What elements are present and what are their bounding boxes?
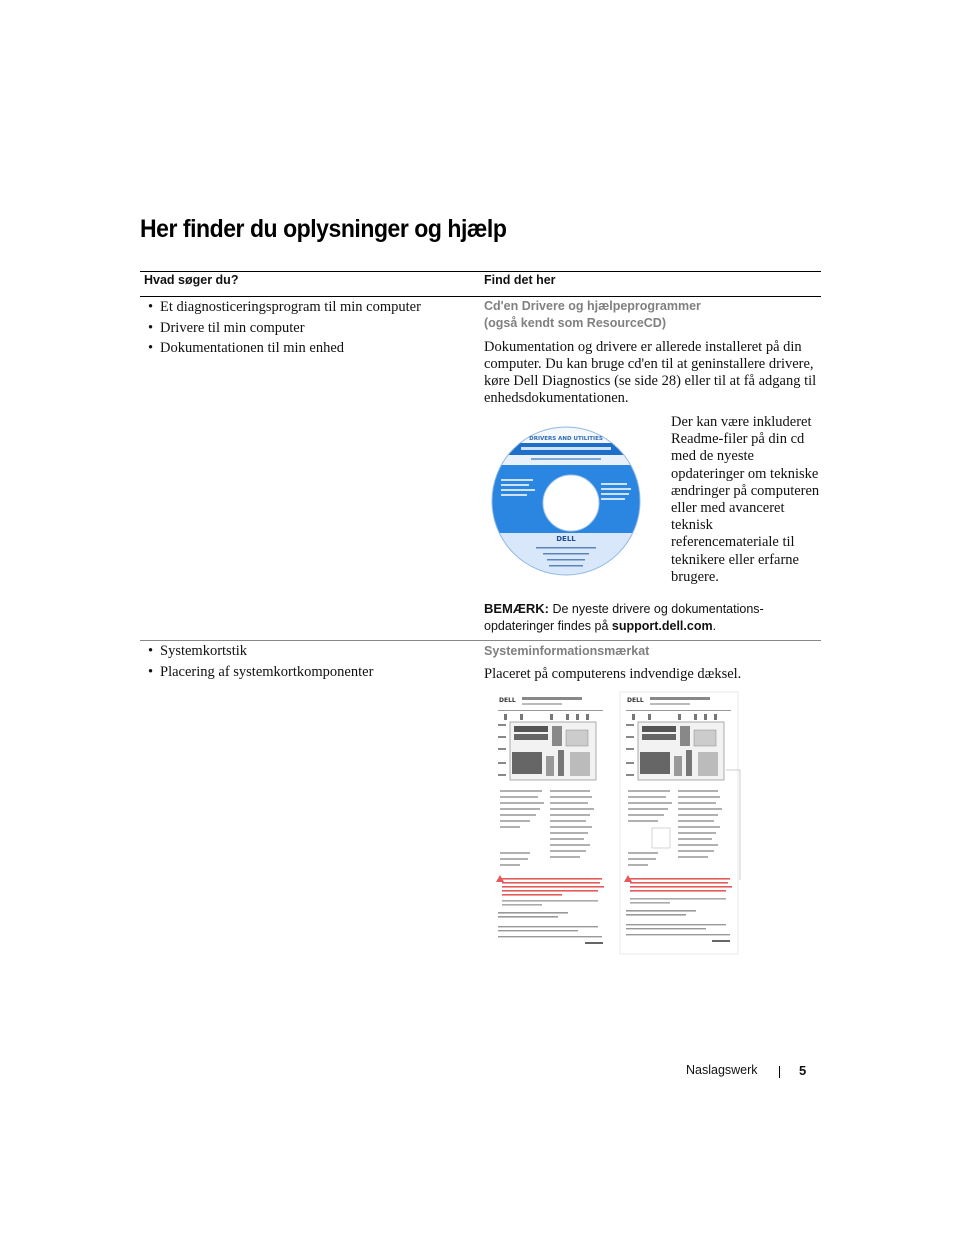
list-item: • Dokumentationen til min enhed [148, 340, 421, 356]
footer-separator [779, 1066, 780, 1078]
dell-logo-icon: DELL [499, 697, 516, 704]
row-divider [140, 640, 821, 641]
dell-logo-icon: DELL [627, 697, 644, 704]
source-title-label: Systeminformationsmærkat [484, 644, 650, 658]
resource-cd-image [491, 421, 641, 581]
list-item: • Placering af systemkortkomponenter [148, 664, 373, 680]
page-number: 5 [799, 1063, 807, 1078]
list-item: • Systemkortstik [148, 643, 373, 659]
table-header-rule [140, 296, 821, 297]
label-description: Placeret på computerens indvendige dæksel. [484, 666, 742, 682]
note-text: De nyeste drivere og dokumentations-opdateringer findes på [484, 602, 764, 633]
list-item: • Et diagnosticeringsprogram til min computer [148, 299, 421, 315]
source-title-cd: Cd'en Drivere og hjælpeprogrammer (også kendt som ResourceCD) [484, 299, 701, 330]
column-header-source: Find det her [484, 273, 556, 287]
column-header-need: Hvad søger du? [144, 273, 239, 287]
page-title: Her finder du oplysninger og hjælp [140, 215, 507, 243]
readme-side-text: Der kan være inkluderet Readme-filer på din cd med de nyeste opdateringer om tekniske ændringer på computeren eller med avanceret teknisk referencemateriale til teknikere eller erfarne brugere. [671, 414, 820, 585]
system-label-image [490, 690, 742, 956]
support-link[interactable]: support.dell.com [611, 619, 713, 633]
footer-section: Naslagswerk [686, 1063, 758, 1077]
list-item: • Drivere til min computer [148, 320, 421, 336]
cd-label-text: DRIVERS AND UTILITIES [529, 436, 603, 442]
dell-logo-icon: DELL [556, 535, 576, 543]
cd-description: Dokumentation og drivere er allerede installeret på din computer. Du kan bruge cd'en til at geninstallere drivere, køre Dell Diagnostics (se side 28) eller til at få adgang til enhedsdokumentationen. [484, 339, 817, 406]
needs-list-row1 [148, 299, 421, 361]
needs-list-row2 [148, 643, 373, 684]
note-block: BEMÆRK: De nyeste drivere og dokumentations-opdateringer findes på support.dell.com. [484, 601, 764, 633]
table-top-rule [140, 271, 821, 272]
note-label: BEMÆRK: [484, 601, 549, 616]
